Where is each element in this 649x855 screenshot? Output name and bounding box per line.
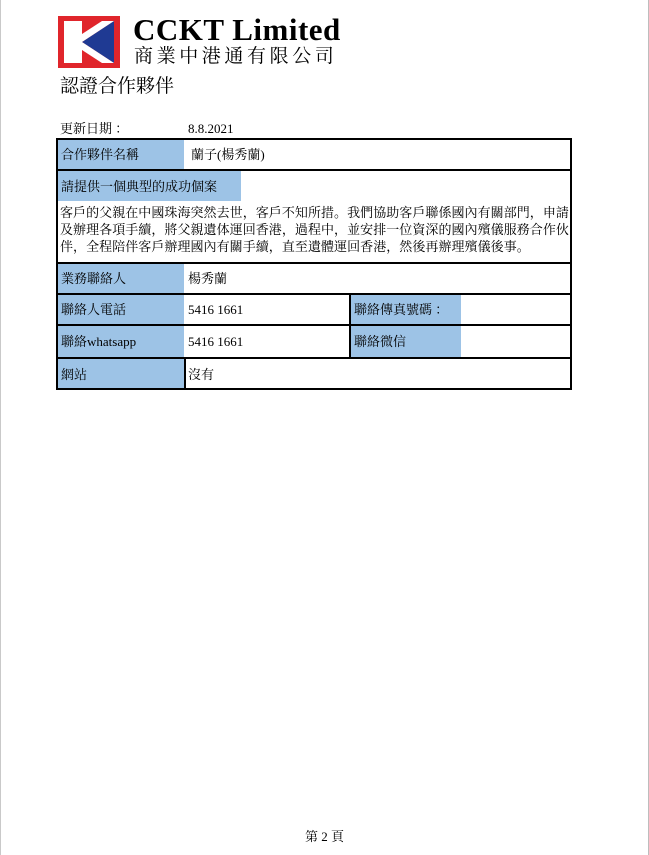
case-line: 客戶的父親在中國珠海突然去世，客戶不知所措。我們協助客戶聯係國內有關部門，申請	[60, 205, 569, 220]
partner-name-label: 合作夥伴名稱	[61, 147, 140, 162]
row-divider	[58, 262, 570, 264]
case-line: 及辦理各項手續，將父親遺体運回香港，過程中，並安排一位資深的國內殯儀服務合作伙	[60, 222, 569, 237]
wechat-label: 聯絡微信	[354, 334, 407, 349]
page-edge-left	[0, 0, 1, 855]
updated-date-label: 更新日期 ：	[60, 121, 129, 136]
row-divider	[58, 169, 570, 171]
document-title: 認證合作夥伴	[60, 75, 175, 97]
column-divider	[349, 293, 351, 359]
whatsapp-label: 聯絡whatsapp	[61, 334, 137, 349]
company-logo-icon	[58, 16, 120, 68]
contact-value: 楊秀蘭	[188, 271, 228, 286]
whatsapp-value: 5416 1661	[188, 334, 244, 349]
case-line: 伴，全程陪伴客戶辦理國內有關手續，直至遺體運回香港，然後再辦理殯儀後事。	[60, 239, 530, 254]
company-name-en: CCKT Limited	[133, 12, 341, 47]
partner-name-value: 蘭子(楊秀蘭)	[191, 147, 265, 162]
column-divider	[184, 357, 186, 390]
case-description	[60, 204, 570, 255]
phone-value: 5416 1661	[188, 302, 244, 317]
updated-date-value: 8.8.2021	[188, 121, 234, 136]
fax-label: 聯絡傳真號碼 ：	[354, 302, 449, 317]
contact-label: 業務聯絡人	[61, 271, 127, 286]
row-divider	[58, 357, 570, 359]
company-name-zh: 商業中港通有限公司	[134, 46, 338, 67]
website-label: 網站	[61, 367, 88, 382]
case-label: 請提供一個典型的成功個案	[61, 179, 218, 194]
page-number: 第 2 頁	[304, 829, 344, 844]
partner-info-table	[56, 138, 572, 390]
row-divider	[58, 293, 570, 295]
phone-label: 聯絡人電話	[61, 302, 127, 317]
row-divider	[58, 324, 570, 326]
website-value: 沒有	[188, 367, 215, 382]
